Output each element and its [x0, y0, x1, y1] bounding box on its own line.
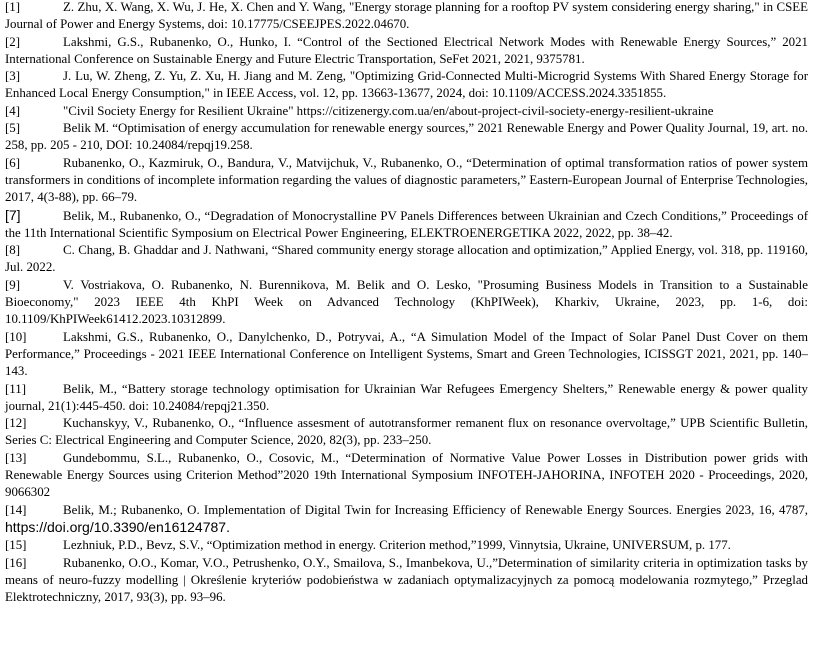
reference-number: [3] — [5, 69, 21, 84]
doi-link[interactable]: https://doi.org/10.3390/en16124787. — [5, 518, 230, 535]
reference-item — [5, 329, 808, 381]
reference-text: Rubanenko, O.O., Komar, V.O., Petrushenko, O.Y., Smailova, S., Imanbekova, U.,”Determination of similarity criteria in optimization tasks by means of neuro-fuzzy modelling | Określenie kryteriów podobieństwa w zadaniach optymalizacyjnych za pomocą modelowania rozmytego,” Przeglad Elektrotechniczny, 2017, 93(3), pp. 93–96. — [5, 555, 808, 605]
reference-text: Lakshmi, G.S., Rubanenko, O., Hunko, I. “Control of the Sectioned Electrical Network Modes with Renewable Energy Sources,” 2021 International Conference on Sustainable Energy and Future Electric Transportation, SeFet 2021, 2021, 9375781. — [5, 34, 808, 66]
reference-number: [5] — [5, 121, 21, 136]
reference-number: [12] — [5, 416, 27, 431]
reference-number: [8] — [5, 243, 21, 258]
reference-text: V. Vostriakova, O. Rubanenko, N. Burennikova, M. Belik and O. Lesko, "Prosuming Business Models in Transition to a Sustainable Bioeconomy," 2023 IEEE 4th KhPI Week on Advanced Technology (KhPIWeek), Kharkiv, Ukraine, 2023, pp. 1-6, doi: 10.1109/KhPIWeek61412.2023.10312899. — [5, 277, 808, 327]
reference-text: Belik, M., “Battery storage technology optimisation for Ukrainian War Refugees Emergency Shelters,” Renewable energy & power quality journal, 21(1):445-450. doi: 10.24084/repqj21.350. — [5, 381, 808, 413]
reference-item — [5, 555, 808, 607]
reference-number: [11] — [5, 381, 26, 396]
reference-text: Kuchanskyy, V., Rubanenko, O., “Influence assesment of autotransformer remanent flux on resonance overvoltage,” UPB Scientific Bulletin, Series C: Electrical Engineering and Computer Science, 2020, 82(3), pp. 233–250. — [5, 416, 808, 448]
reference-text: J. Lu, W. Zheng, Z. Yu, Z. Xu, H. Jiang and M. Zeng, "Optimizing Grid-Connected Multi-Microgrid Systems With Shared Energy Storage for Enhanced Local Energy Consumption," in IEEE Access, vol. 12, pp. 13663-13677, 2024, doi: 10.1109/ACCESS.2024.3351855. — [5, 69, 808, 101]
reference-number: [10] — [5, 329, 27, 344]
reference-text: C. Chang, B. Ghaddar and J. Nathwani, “Shared community energy storage allocation and optimization,” Applied Energy, vol. 318, pp. 119160, Jul. 2022. — [5, 243, 808, 275]
reference-number: [16] — [5, 555, 27, 570]
reference-number: [15] — [5, 538, 27, 553]
reference-item — [5, 0, 808, 34]
reference-text: Gundebommu, S.L., Rubanenko, O., Cosovic, M., “Determination of Normative Value Power Losses in Distribution power grids with Renewable Energy Sources using Criterion Method”2020 19th International Symposium INFOTEH-JAHORINA, INFOTEH 2020 - Proceedings, 2020, 9066302 — [5, 450, 808, 500]
reference-item — [5, 415, 808, 450]
reference-text: Belik M. “Optimisation of energy accumulation for renewable energy sources,” 2021 Renewable Energy and Power Quality Journal, 19, art. no. 258, pp. 205 - 210, DOI: 10.24084/repqj19.258. — [5, 121, 808, 153]
reference-number: [14] — [5, 502, 27, 517]
reference-item — [5, 155, 808, 207]
reference-number: [1] — [5, 0, 21, 14]
reference-item — [5, 450, 808, 502]
reference-item — [5, 277, 808, 329]
reference-item — [5, 207, 808, 243]
reference-number: [7] — [5, 206, 21, 223]
reference-item — [5, 120, 808, 155]
reference-text: "Civil Society Energy for Resilient Ukraine" https://citizenergy.com.ua/en/about-project-civil-society-energy-resilient-ukraine — [63, 103, 714, 118]
reference-number: [9] — [5, 277, 21, 292]
reference-item — [5, 242, 808, 277]
reference-text: Belik, M.; Rubanenko, O. Implementation of Digital Twin for Increasing Efficiency of Renewable Energy Sources. Energies 2023, 16, 4787, — [63, 502, 808, 517]
reference-text: Belik, M., Rubanenko, O., “Degradation of Monocrystalline PV Panels Differences between Ukrainian and Czech Conditions,” Proceedings of the 11th International Scientific Symposium on Electrical Power Engineering, ELEKTROENERGETIKA 2022, 2022, pp. 38–42. — [5, 208, 808, 240]
reference-item — [5, 537, 808, 554]
reference-number: [4] — [5, 103, 21, 118]
reference-item — [5, 502, 808, 538]
reference-number: [13] — [5, 450, 27, 465]
reference-item — [5, 103, 808, 120]
reference-item — [5, 381, 808, 416]
reference-number: [2] — [5, 34, 21, 49]
reference-text: Lezhniuk, P.D., Bevz, S.V., “Optimization method in energy. Criterion method,”1999, Vinnytsia, Ukraine, UNIVERSUM, p. 177. — [63, 538, 731, 553]
reference-text: Lakshmi, G.S., Rubanenko, O., Danylchenko, D., Potryvai, A., “A Simulation Model of the Impact of Solar Panel Dust Cover on them Performance,” Proceedings - 2021 IEEE International Conference on Intelligent Systems, Smart and Green Technologies, ICISSGT 2021, 2021, pp. 140–143. — [5, 329, 808, 379]
reference-text: Rubanenko, O., Kazmiruk, O., Bandura, V., Matvijchuk, V., Rubanenko, O., “Determination of optimal transformation ratios of power system transformers in conditions of incomplete information regarding the values of diagnostic parameters,” Eastern-European Journal of Enterprise Technologies, 2017, 4(3-88), pp. 66–79. — [5, 155, 808, 205]
reference-list — [5, 0, 808, 606]
reference-item — [5, 34, 808, 69]
reference-number: [6] — [5, 155, 21, 170]
reference-text: Z. Zhu, X. Wang, X. Wu, J. He, X. Chen and Y. Wang, "Energy storage planning for a rooftop PV system considering energy sharing," in CSEE Journal of Power and Energy Systems, doi: 10.17775/CSEEJPES.2022.04670. — [5, 0, 808, 32]
reference-item — [5, 68, 808, 103]
